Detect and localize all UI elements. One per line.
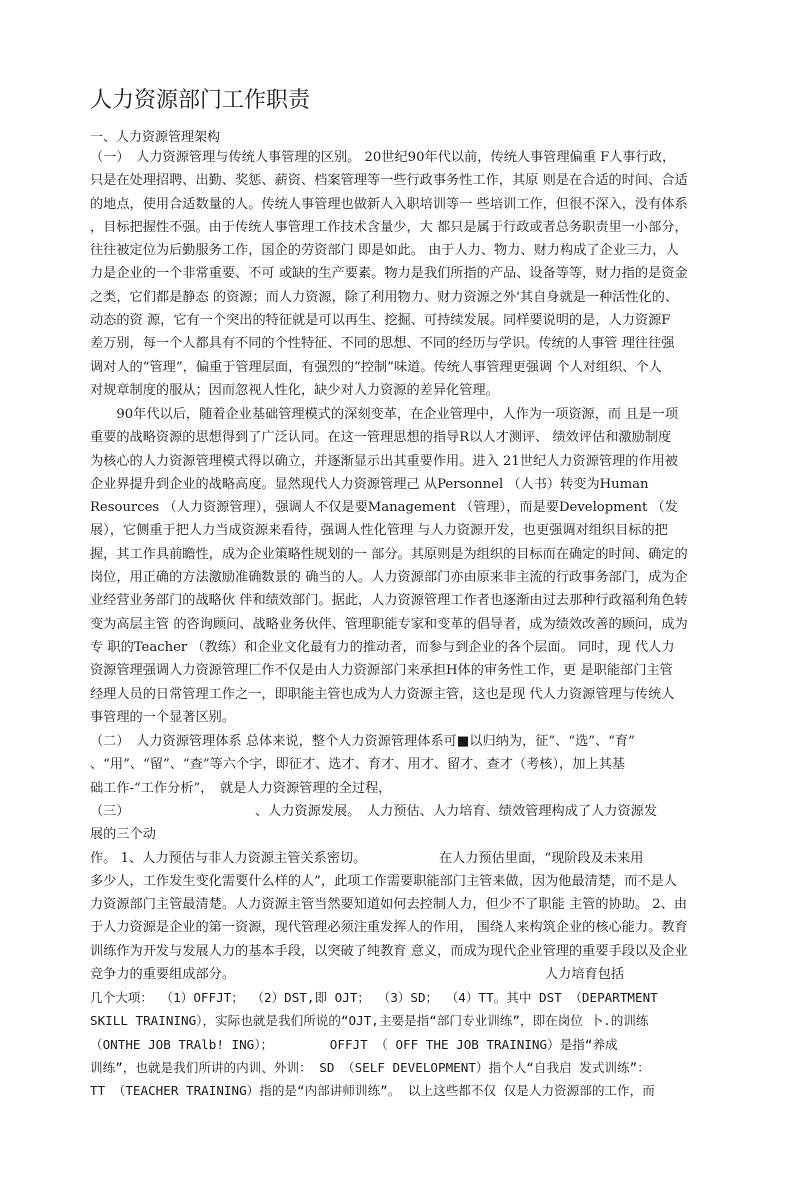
text-line: 动态的资 源，它有一个突出的特征就是可以再生、挖掘、可持续发展。同样要说明的是，人力资源F	[90, 313, 671, 329]
text-line: 训练”，也就是我们所讲的内训、外训： SD （SELF DEVELOPMENT）指个人“自我启 发式训练”：	[90, 1059, 650, 1075]
text-line: （ONTHE JOB TRAlb! ING）； OFFJT （ OFF THE JOB TRAINING）是指“养成	[90, 1036, 618, 1052]
text-line: 力资源部门主管最清楚。人力资源主管当然要知道如何去控制人力，但少不了职能 主管的协助。 2、由	[90, 897, 688, 913]
section-heading: 一、人力资源管理架构	[90, 130, 221, 145]
text-line: （一） 人力资源管理与传统人事管理的区别。 20世纪90年代以前，传统人事管理偏重 F人事行政，	[90, 150, 676, 165]
paragraph-1	[90, 146, 714, 402]
text-line: 展），它侧重于把人力当成资源来看待，强调人性化管理 与人力资源开发，也更强调对组织目标的把	[90, 523, 668, 539]
text-line: 、“用”、“留”、“查”等六个字，即征才、选才、育才、用才、留才、查才（考核），加上其基	[90, 757, 625, 773]
text-line: 岗位，用正确的方法激励准确数景的 确当的人。人力资源部门亦由原来非主流的行政事务部门，成为企	[90, 570, 688, 586]
text-line: 经理人员的日常管理工作之一，即职能主管也成为人力资源主管，这也是现 代人力资源管理与传统人	[90, 686, 675, 702]
text-line: 业经营业务部门的战略伙 伴和绩效部门。据此，人力资源管理工作者也逐渐由过去那种行政福利角色转	[90, 593, 688, 609]
paragraph-3	[90, 730, 714, 800]
text-line: 差万别，每一个人都具有不同的个性特征、不同的思想、不同的经历与学识。传统的人事管 理往往强	[90, 336, 675, 352]
text-line: 展的三个动	[90, 827, 156, 843]
text-line: 变为高层主管 的咨询顾问、战略业务伙伴、管理职能专家和变革的倡导者，成为绩效改善的顾问，成为	[90, 616, 688, 632]
text-line: Resources （人力资源管理），强调人不仅是要Management （管理），而是要Development （发	[90, 500, 678, 516]
text-line: 之类，它们都是静态 的资源；而人力资源，除了利用物力、财力资源之外'其自身就是一种活性化的、	[90, 289, 679, 305]
text-line: 多少人，工作发生变化需要什么样的人”，此项工作需要职能部门主管来做，因为他最清楚，而不是人	[90, 873, 677, 889]
text-line: ，目标把握性不强。由于传统人事管理工作技术含量少，大 都只是属于行政或者总务职责里一小部分，	[90, 219, 688, 235]
text-line: TT （TEACHER TRAINING）指的是“内部讲师训练”。 以上这些都不仅 仅是人力资源部的工作，而	[90, 1083, 655, 1099]
text-line: 几个大项： （1）OFFJT； （2）DST,即 OJT； （3）SD； （4）TT。其中 DST （DEPARTMENT	[90, 990, 658, 1005]
text-line: 只是在处理招聘、出勤、奖惩、薪资、档案管理等一些行政事务性工作，其原 则是在合适的时间、合适	[90, 173, 688, 189]
text-line: 为核心的人力资源管理模式得以确立，并逐渐显示出其重要作用。进入 21世纪人力资源管理的作用被	[90, 453, 679, 469]
text-line: 竞争力的重要组成部分。 人力培育包括	[90, 967, 625, 983]
text-line: （二） 人力资源管理体系 总体来说，整个人力资源管理体系可■以归纳为，征”、“选”、“育”	[90, 734, 635, 749]
text-line: 对规章制度的服从；因而忽视人性化，缺少对人力资源的差异化管理。	[90, 382, 499, 398]
paragraph-5	[90, 986, 714, 1102]
text-line: 的地点，使用合适数量的人。传统人事管理也做新人入职培训等一 些培训工作，但很不深入，没有体系	[90, 196, 688, 212]
text-line: 于人力资源是企业的第一资源，现代管理必须注重发挥人的作用， 围绕人来构筑企业的核心能力。教育	[90, 920, 688, 936]
text-line: 作。 1、人力预估与非人力资源主管关系密切。 在人力预估里面，“现阶段及未来用	[90, 850, 644, 866]
text-line: 资源管理强调人力资源管理匚作不仅是由人力资源部门来承担H体的审务性工作，更 是职能部门主管	[90, 663, 673, 679]
text-line: 事管理的一个显著区别。	[90, 709, 236, 725]
paragraph-2	[90, 403, 714, 729]
page-title: 人力资源部门工作职责	[90, 88, 311, 113]
text-line: 握，其工作具前瞻性，成为企业策略性规划的一 部分。其原则是为组织的目标而在确定的时间、确定的	[90, 546, 688, 562]
text-line: 力是企业的一个非常重要、不可 或缺的生产要素。物力是我们所指的产品、设备等等，财力指的是资金	[90, 266, 688, 282]
text-line: 训练作为开发与发展人力的基本手段，以突破了纯教育 意义，而成为现代企业管理的重要手段以及企业	[90, 943, 688, 959]
text-line: SKILL TRAINING），实际也就是我们所说的“OJT,主要是指“部门专业训练”，即在岗位 卜.的训练	[90, 1013, 649, 1029]
text-line: 往往被定位为后勤服务工作，国企的劳资部门 即是如此。 由于人力、物力、财力构成了企业三力，人	[90, 243, 679, 259]
text-line: 础工作-“工作分析”， 就是人力资源管理的全过程，	[90, 780, 392, 796]
paragraph-4	[90, 800, 714, 986]
text-line: 调对人的“管理”，偏重于管理层面，有强烈的“控制”味道。传统人事管理更强调 个人对组织、个人	[90, 359, 662, 375]
text-line: 重要的战略资源的思想得到了广泛认同。在这一管理思想的指导R以人才测评、 绩效评估和激励制度	[90, 430, 672, 446]
text-line: 90年代以后，随着企业基础管理模式的深刻变革，在企业管理中，人作为一项资源，而 且是一项	[90, 407, 679, 422]
text-line: 企业界提升到企业的战略高度。显然现代人力资源管理己 从Personnel （人书）转变为Human	[90, 476, 649, 492]
text-line: （三） 、人力资源发展。 人力预估、人力培育、绩效管理构成了人力资源发	[90, 804, 658, 819]
text-line: 专 职的Teacher （教练）和企业文化最有力的推动者，而参与到企业的各个层面。 同时，现 代人力	[90, 639, 675, 655]
